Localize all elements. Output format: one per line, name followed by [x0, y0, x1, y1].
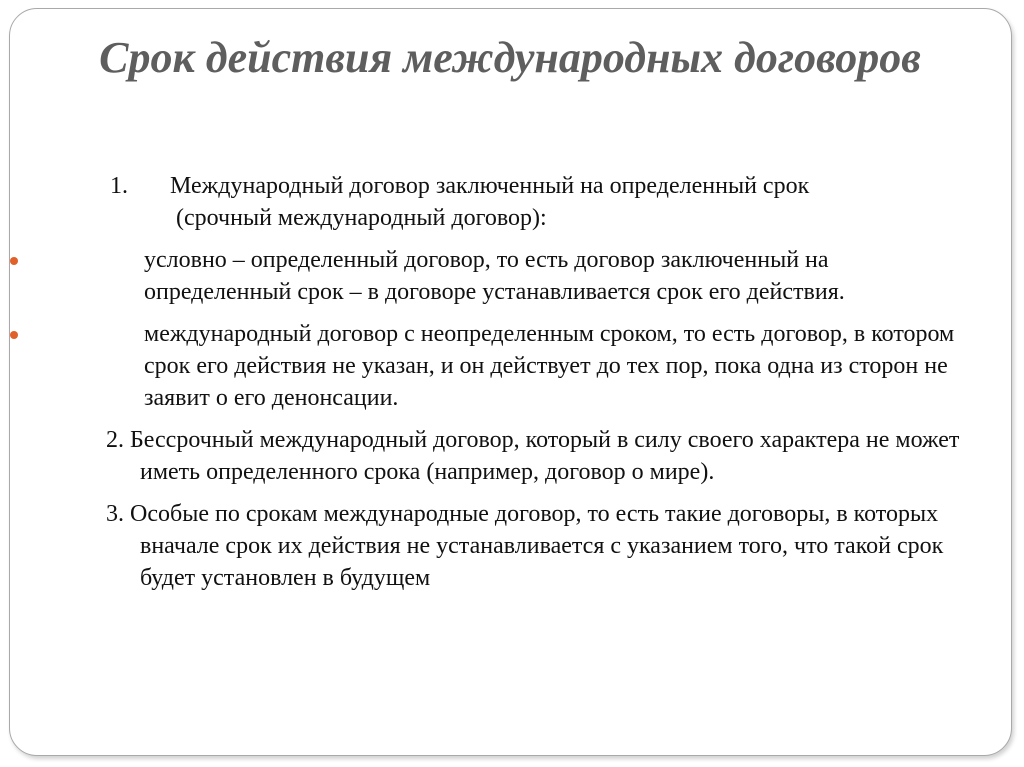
list-item-2-text: 2. Бессрочный международный договор, который в силу своего характера не может иметь определенного срока (например, договор о мире).	[106, 427, 960, 485]
bullet-item-2	[6, 318, 964, 414]
list-item-1-text	[170, 170, 970, 234]
bullet-dot-icon	[10, 331, 18, 339]
list-item-1-line2: (срочный международный договор):	[176, 205, 547, 231]
bullet-item-2-text: международный договор с неопределенным сроком, то есть договор, в котором срок его действия не указан, и он действует до тех пор, пока одна из сторон не заявит о его денонсации.	[144, 321, 955, 411]
bullet-dot-icon	[10, 257, 18, 265]
list-item-2	[106, 424, 970, 488]
list-item-3	[106, 498, 970, 594]
bullet-item-1	[6, 244, 964, 308]
list-item-3-text: 3. Особые по срокам международные договор, то есть такие договоры, в которых вначале срок их действия не устанавливается с указанием того, что такой срок будет установлен в будущем	[106, 501, 944, 591]
list-item-1	[110, 170, 970, 234]
list-number-1: 1.	[110, 173, 128, 199]
slide-title: Срок действия международных договоров	[99, 33, 921, 82]
bullet-item-1-text: условно – определенный договор, то есть договор заключенный на определенный срок – в договоре устанавливается срок его действия.	[144, 247, 845, 305]
slide-content	[106, 170, 970, 604]
list-item-1-line1: Международный договор заключенный на определенный срок	[170, 173, 810, 199]
